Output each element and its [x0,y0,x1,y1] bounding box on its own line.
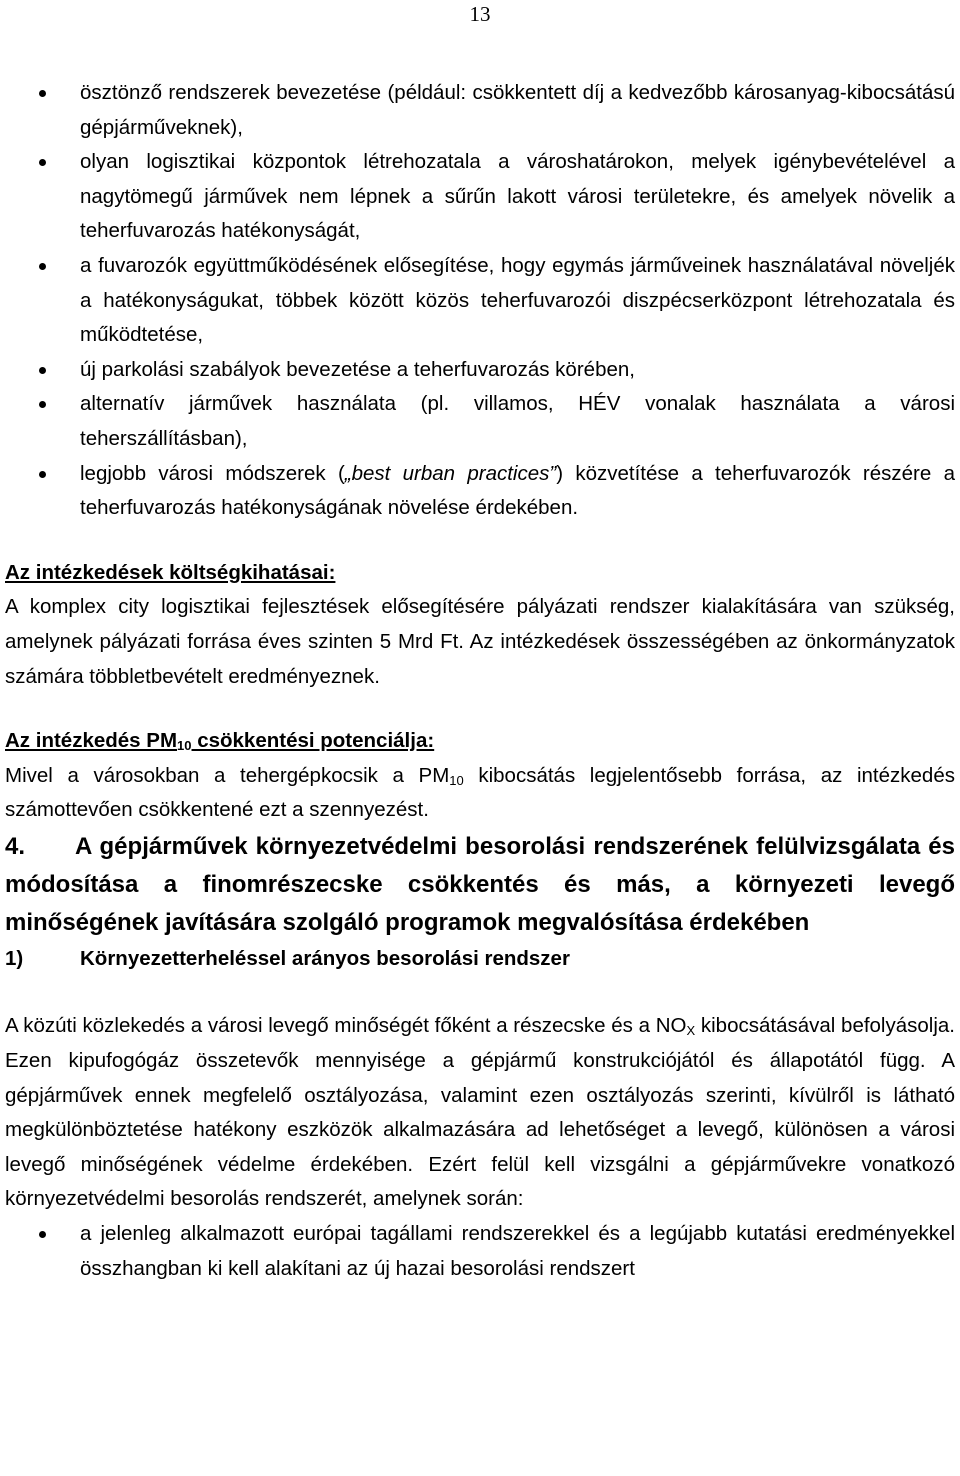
pm-heading [5,724,955,759]
cost-paragraph: A komplex city logisztikai fejlesztések elősegítésére pályázati rendszer kialakítására van szükség, amelynek pályázati forrása éves szinten 5 Mrd Ft. Az intézkedések összességében az önkormányzatok számára többletbevételt eredményeznek. [5,595,955,688]
pm-paragraph [5,759,955,828]
classification-list [5,1217,955,1286]
cost-heading: Az intézkedések költségkihatásai: [5,560,336,584]
list-item-italic: „best urban practices” [344,461,557,485]
list-item: olyan logisztikai központok létrehozatala a városhatárokon, melyek igénybevételével a nagytömegű járművek nem lépnek a sűrűn lakott városi területekre, és amelyek növelik a teherfuvarozás hatékonyságát, [5,145,955,249]
chapter-heading [5,828,955,942]
pm-paragraph-text: kibocsátás legjelentősebb forrása, az intézkedés számottevően csökkentené ezt a szennyezést. [5,763,955,822]
list-item-text: legjobb városi módszerek ( [80,461,345,485]
subsection-title: Környezetterheléssel arányos besorolási rendszer [80,946,570,970]
measures-list [5,76,955,526]
pm-heading-text: csökkentési potenciálja: [191,729,435,753]
body-text: A közúti közlekedés a városi levegő minőségét főként a részecske és a NO [5,1014,687,1038]
list-item-text: ) közvetítése a teherfuvarozók részére a teherfuvarozás hatékonyságának növelése érdekében. [80,461,955,520]
list-item: a fuvarozók együttműködésének elősegítése, hogy egymás járműveinek használatával növeljék a hatékonyságukat, többek között közös teherfuvarozói diszpécserközpont létrehozatala és működtetése, [5,249,955,353]
subsection-heading [5,942,955,977]
body-text: kibocsátásával befolyásolja. Ezen kipufogógáz összetevők mennyisége a gépjármű konstrukciójától és állapotától függ. A gépjárművek ennek megfelelő osztályozása, valamint ezen osztályozás szerinti, kívülről is látható megkülönböztetése hatékony eszközök alkalmazására ad lehetőséget a levegő, különösen a városi levegő minőségének védelme érdekében. Ezért felül kell vizsgálni a gépjárművekre vonatkozó környezetvédelmi besorolás rendszerét, amelynek során: [5,1014,955,1211]
list-item [5,457,955,526]
subsection-number: 1) [5,946,24,970]
pm-heading-text: Az intézkedés PM [5,729,178,753]
chapter-title: A gépjárművek környezetvédelmi besorolási rendszerének felülvizsgálata és módosítása a finomrészecske csökkentés és más, a környezeti levegő minőségének javítására szolgáló programok megvalósítása érdekében [5,832,955,936]
body-paragraph [5,1009,955,1217]
pm-paragraph-subscript: 10 [449,772,464,788]
page-number: 13 [469,2,491,26]
pm-heading-subscript: 10 [177,738,192,754]
chapter-number: 4. [5,832,26,860]
list-item: a jelenleg alkalmazott európai tagállami rendszerekkel és a legújabb kutatási eredményekkel összhangban ki kell alakítani az új hazai besorolási rendszert [5,1217,955,1286]
list-item: ösztönző rendszerek bevezetése (például: csökkentett díj a kedvezőbb károsanyag-kibocsátású gépjárműveknek), [5,76,955,145]
list-item: alternatív járművek használata (pl. villamos, HÉV vonalak használata a városi teherszállításban), [5,387,955,456]
body-subscript: X [686,1023,696,1039]
pm-paragraph-text: Mivel a városokban a tehergépkocsik a PM [5,763,450,787]
list-item: új parkolási szabályok bevezetése a teherfuvarozás körében, [5,353,955,388]
document-body [5,76,955,1286]
